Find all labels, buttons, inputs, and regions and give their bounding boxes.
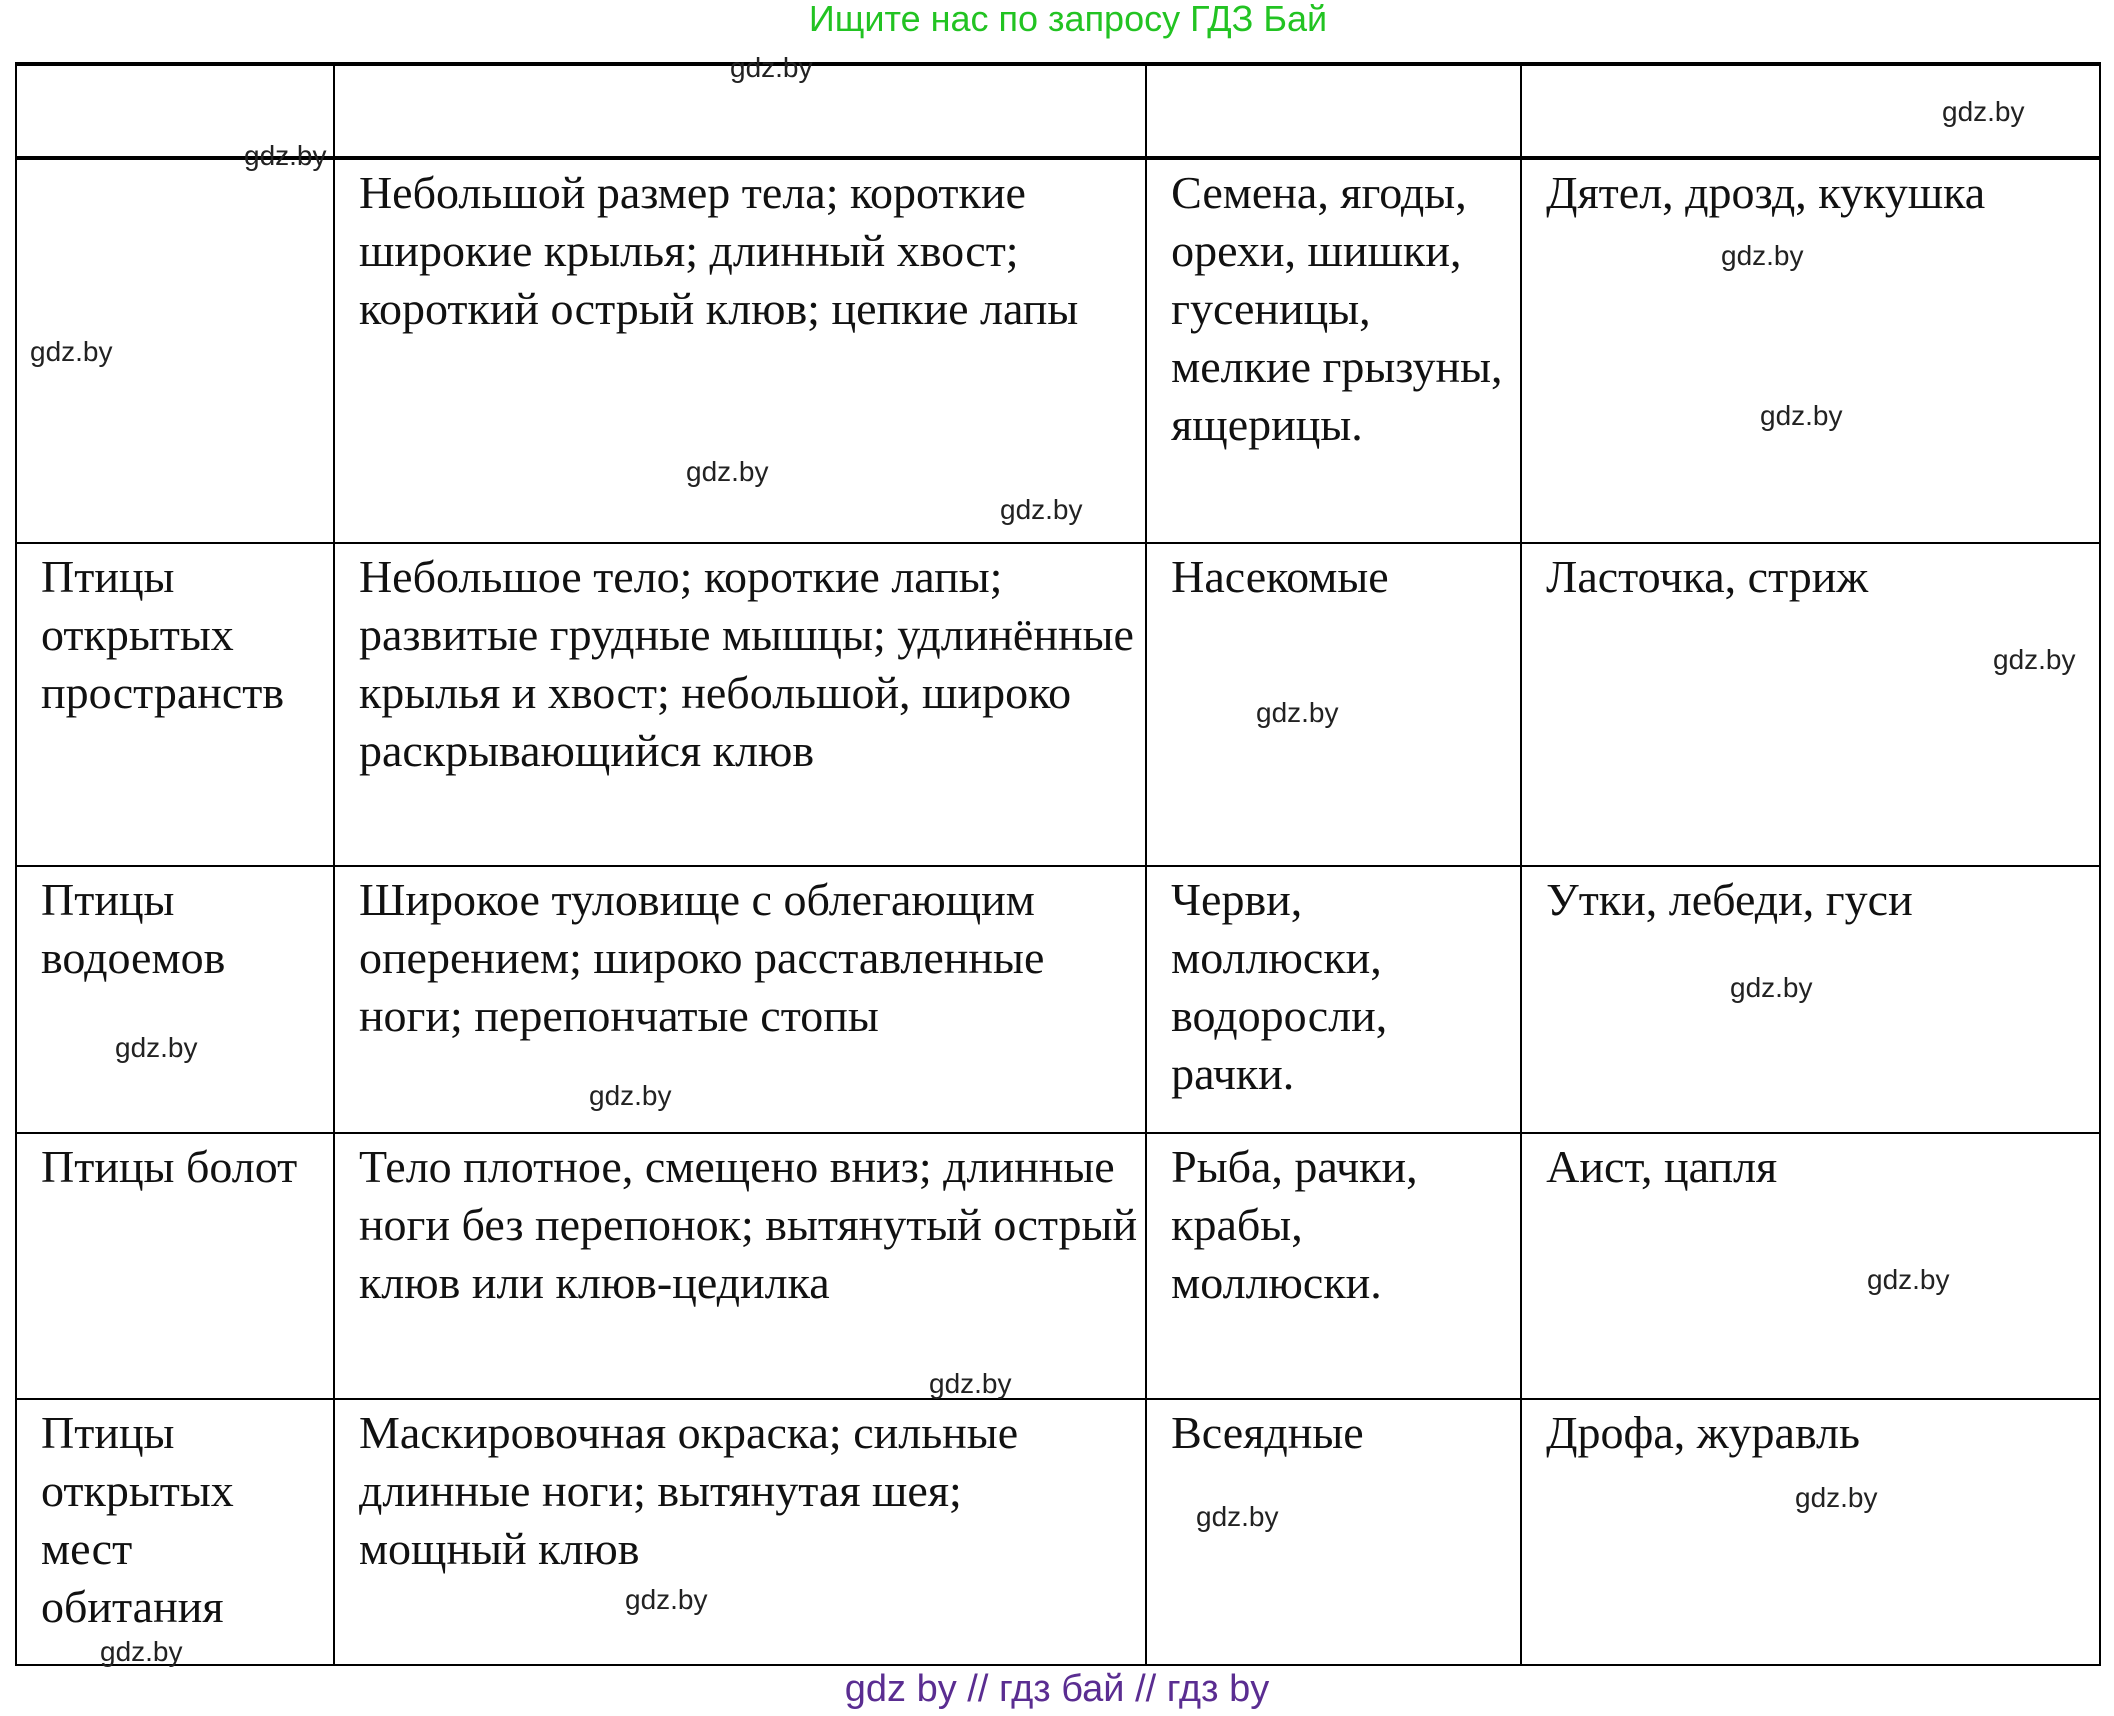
features-cell: Широкое туловище с облегающим оперением; широко расставленные ноги; перепончатые стопы	[334, 866, 1146, 1133]
features-cell: Маскировочная окраска; сильные длинные ноги; вытянутая шея; мощный клюв	[334, 1399, 1146, 1665]
watermark: gdz.by	[730, 52, 813, 83]
examples-cell: Ласточка, стриж	[1521, 543, 2100, 866]
watermark: gdz.by	[1760, 400, 1843, 431]
group-cell: Птицы водоемов	[16, 866, 334, 1133]
group-cell: Птицы болот	[16, 1133, 334, 1399]
watermark: gdz.by	[1196, 1501, 1279, 1532]
features-cell: Тело плотное, смещено вниз; длинные ноги без перепонок; вытянутый острый клюв или клюв-цедилка	[334, 1133, 1146, 1399]
bird-groups-table	[15, 62, 2101, 1666]
watermark: gdz.by	[1721, 240, 1804, 271]
watermark: gdz.by	[1730, 972, 1813, 1003]
watermark: gdz.by	[625, 1584, 708, 1615]
food-cell: Насекомые	[1146, 543, 1521, 866]
features-cell: Небольшой размер тела; короткие широкие крылья; длинный хвост; короткий острый клюв; цепкие лапы	[334, 158, 1146, 543]
watermark: gdz.by	[1000, 494, 1083, 525]
watermark: gdz.by	[1867, 1264, 1950, 1295]
watermark: gdz.by	[589, 1080, 672, 1111]
watermark: gdz.by	[929, 1368, 1012, 1399]
search-banner: Ищите нас по запросу ГДЗ Бай	[808, 0, 1328, 39]
footer-links: gdz by // гдз бай // гдз by	[844, 1668, 1270, 1710]
watermark: gdz.by	[1942, 96, 2025, 127]
examples-cell: Аист, цапля	[1521, 1133, 2100, 1399]
watermark: gdz.by	[1993, 644, 2076, 675]
watermark: gdz.by	[100, 1636, 183, 1667]
examples-cell: Дятел, дрозд, кукушка	[1521, 158, 2100, 543]
table-header-row	[16, 64, 2100, 158]
watermark: gdz.by	[1795, 1482, 1878, 1513]
examples-cell: Утки, лебеди, гуси	[1521, 866, 2100, 1133]
table-row	[16, 158, 2100, 543]
examples-cell: Дрофа, журавль	[1521, 1399, 2100, 1665]
food-cell: Черви, моллюски, водоросли, рачки.	[1146, 866, 1521, 1133]
table-row	[16, 1399, 2100, 1665]
food-cell: Рыба, рачки, крабы, моллюски.	[1146, 1133, 1521, 1399]
header-cell	[1146, 64, 1521, 158]
table-row	[16, 1133, 2100, 1399]
table-row	[16, 543, 2100, 866]
group-cell: Птицы открытых пространств	[16, 543, 334, 866]
food-cell: Семена, ягоды, орехи, шишки, гусеницы, мелкие грызуны, ящерицы.	[1146, 158, 1521, 543]
food-cell: Всеядные	[1146, 1399, 1521, 1665]
watermark: gdz.by	[1256, 697, 1339, 728]
features-cell: Небольшое тело; короткие лапы; развитые грудные мышцы; удлинённые крылья и хвост; небольшой, широко раскрывающийся клюв	[334, 543, 1146, 866]
group-cell: Птицы открытых мест обитания	[16, 1399, 334, 1665]
watermark: gdz.by	[244, 140, 327, 171]
watermark: gdz.by	[686, 456, 769, 487]
watermark: gdz.by	[115, 1032, 198, 1063]
watermark: gdz.by	[30, 336, 113, 367]
